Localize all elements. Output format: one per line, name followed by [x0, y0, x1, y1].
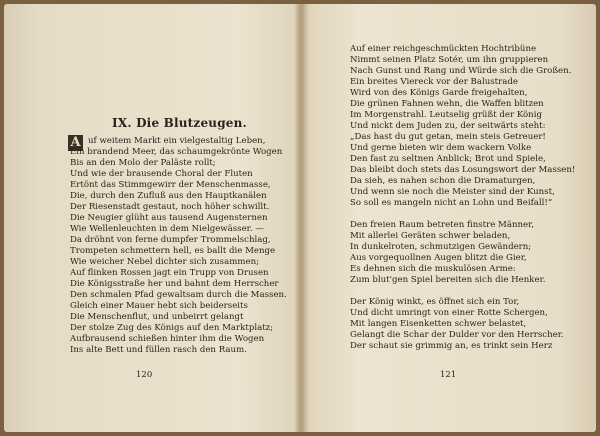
- poem-line: Im Morgenstrahl. Leutselig grüßt der König: [350, 110, 542, 120]
- poem-line: Ertönt das Stimmgewirr der Menschenmasse,: [70, 180, 271, 190]
- book-spread: [4, 4, 596, 432]
- left-page: [4, 4, 300, 432]
- page-number-right: 121: [440, 370, 457, 380]
- poem-line: Der schaut sie grimmig an, es trinkt sein Herz: [350, 341, 553, 351]
- poem-line: Mit langen Eisenketten schwer belastet,: [350, 319, 527, 329]
- poem-line: Wie weicher Nebel dichter sich zusammen;: [70, 257, 260, 267]
- poem-line: Gleich einer Mauer hebt sich beiderseits: [70, 301, 248, 311]
- poem-line: Es dehnen sich die muskulösen Arme:: [350, 264, 516, 274]
- poem-line: Ein brandend Meer, das schaumgekrönte Wogen: [70, 147, 283, 157]
- poem-line: „Das hast du gut getan, mein steis Getreuer!: [350, 132, 546, 142]
- poem-line: Und nickt dem Juden zu, der seitwärts steht:: [350, 121, 546, 131]
- poem-line: Wird von des Königs Garde freigehalten,: [350, 88, 528, 98]
- chapter-heading: IX. Die Blutzeugen.: [112, 116, 247, 130]
- poem-line: Den fast zu seltnen Anblick; Brot und Spiele,: [350, 154, 546, 164]
- page-number-left: 120: [136, 370, 153, 380]
- poem-line: Und wenn sie noch die Meister sind der Kunst,: [350, 187, 555, 197]
- poem-line: Bis an den Molo der Paläste rollt;: [70, 158, 216, 168]
- poem-line: Aus vorgequollnen Augen blitzt die Gier,: [350, 253, 527, 263]
- poem-line: Das bleibt doch stets das Losungswort der Massen!: [350, 165, 576, 175]
- poem-line: Ein breites Viereck vor der Balustrade: [350, 77, 518, 87]
- poem-line: Zum blut'gen Spiel bereiten sich die Henker.: [350, 275, 546, 285]
- poem-line: Der König winkt, es öffnet sich ein Tor,: [350, 297, 520, 307]
- poem-line: In dunkelroten, schmutzigen Gewändern;: [350, 242, 532, 252]
- poem-line: Mit allerlei Geräten schwer beladen,: [350, 231, 511, 241]
- poem-line: Die, durch den Zufluß aus den Hauptkanälen: [70, 191, 267, 201]
- poem-line: Trompeten schmettern hell, es ballt die Menge: [70, 246, 276, 256]
- poem-line: So soll es mangeln nicht an Lohn und Beifall!“: [350, 198, 553, 208]
- poem-line: Wie Wellenleuchten in dem Nielgewässer. —: [70, 224, 264, 234]
- drop-cap-initial: A: [68, 135, 83, 151]
- poem-line: Da sieh, es nahen schon die Dramaturgen,: [350, 176, 536, 186]
- poem-line: Da dröhnt von ferne dumpfer Trommelschlag,: [70, 235, 271, 245]
- poem-line: Die Menschenflut, und unbeirrt gelangt: [70, 312, 244, 322]
- stanza-break: [350, 209, 575, 220]
- poem-line: Den freien Raum betreten finstre Männer,: [350, 220, 534, 230]
- right-poem-lines: [350, 44, 575, 352]
- poem-line: Auf flinken Rossen jagt ein Trupp von Drusen: [70, 268, 269, 278]
- poem-line: Der stolze Zug des Königs auf den Marktplatz;: [70, 323, 274, 333]
- poem-line: Ins alte Bett und füllen rasch den Raum.: [70, 345, 247, 355]
- poem-line: Die Königsstraße her und bahnt dem Herrscher: [70, 279, 279, 289]
- poem-line-first: uf weitem Markt ein vielgestaltig Leben,: [88, 136, 266, 146]
- poem-line: Aufbrausend schießen hinter ihm die Wogen: [70, 334, 265, 344]
- stanza-break: [350, 286, 575, 297]
- poem-line: Und gerne bieten wir dem wackern Volke: [350, 143, 532, 153]
- poem-line: Die grünen Fahnen wehn, die Waffen blitzen: [350, 99, 544, 109]
- poem-line: Und dicht umringt von einer Rotte Schergen,: [350, 308, 548, 318]
- right-page: [300, 4, 596, 432]
- poem-line: Den schmalen Pfad gewaltsam durch die Massen.: [70, 290, 287, 300]
- poem-line: Auf einer reichgeschmückten Hochtribüne: [350, 44, 537, 54]
- poem-line: Die Neugier glüht aus tausend Augensternen: [70, 213, 268, 223]
- poem-line: Und wie der brausende Choral der Fluten: [70, 169, 253, 179]
- poem-line: Der Riesenstadt gestaut, noch höher schwillt.: [70, 202, 270, 212]
- poem-line: Nach Gunst und Rang und Würde sich die Großen.: [350, 66, 572, 76]
- poem-line: Gelangt die Schar der Dulder vor den Herrscher.: [350, 330, 564, 340]
- poem-line: Nimmt seinen Platz Sotér, um ihn gruppieren: [350, 55, 549, 65]
- left-poem-lines: [70, 136, 287, 356]
